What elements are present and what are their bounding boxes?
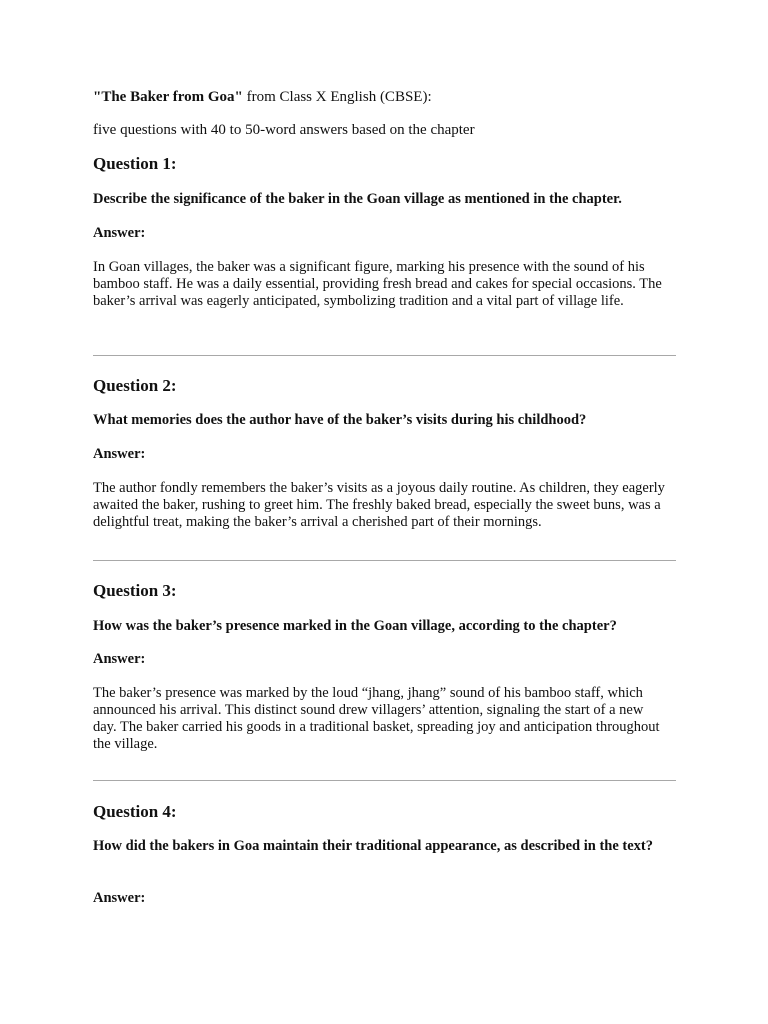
question-1-answer-label: Answer: — [93, 225, 146, 241]
document-title-bold: "The Baker from Goa" — [93, 89, 243, 105]
section-divider — [93, 780, 676, 781]
document-title — [93, 88, 432, 106]
question-1-text: Describe the significance of the baker in the Goan village as mentioned in the chapter. — [93, 191, 622, 207]
question-4-text: How did the bakers in Goa maintain their traditional appearance, as described in the text? — [93, 838, 654, 854]
question-3-answer-text: The baker’s presence was marked by the loud “jhang, jhang” sound of his bamboo staff, which announced his arrival. This distinct sound drew villagers’ attention, signaling the start of a new day. The baker carried his goods in a traditional basket, spreading joy and anticipation throughout the village. — [93, 685, 660, 752]
question-3-heading: Question 3: — [93, 581, 177, 600]
question-3-text: How was the baker’s presence marked in the Goan village, according to the chapter? — [93, 618, 617, 634]
question-1-heading: Question 1: — [93, 154, 177, 173]
question-2-heading: Question 2: — [93, 376, 177, 395]
question-2-answer-text: The author fondly remembers the baker’s visits as a joyous daily routine. As children, they eagerly awaited the baker, rushing to greet him. The freshly baked bread, especially the sweet buns, was a delightful treat, making the baker’s arrival a cherished part of their mornings. — [93, 480, 665, 530]
document-title-rest: from Class X English (CBSE): — [242, 89, 432, 105]
question-1-answer-text: In Goan villages, the baker was a significant figure, marking his presence with the sound of his bamboo staff. He was a daily essential, providing fresh bread and cakes for special occasions. The baker’s arrival was eagerly anticipated, symbolizing tradition and a vital part of village life. — [93, 259, 662, 309]
question-2-text: What memories does the author have of the baker’s visits during his childhood? — [93, 412, 587, 428]
question-3-answer-label: Answer: — [93, 651, 146, 667]
question-4-answer-label: Answer: — [93, 890, 146, 906]
section-divider — [93, 355, 676, 356]
section-divider — [93, 560, 676, 561]
question-4-heading: Question 4: — [93, 802, 177, 821]
question-2-answer-label: Answer: — [93, 446, 146, 462]
document-subtitle: five questions with 40 to 50-word answers based on the chapter — [93, 122, 475, 138]
